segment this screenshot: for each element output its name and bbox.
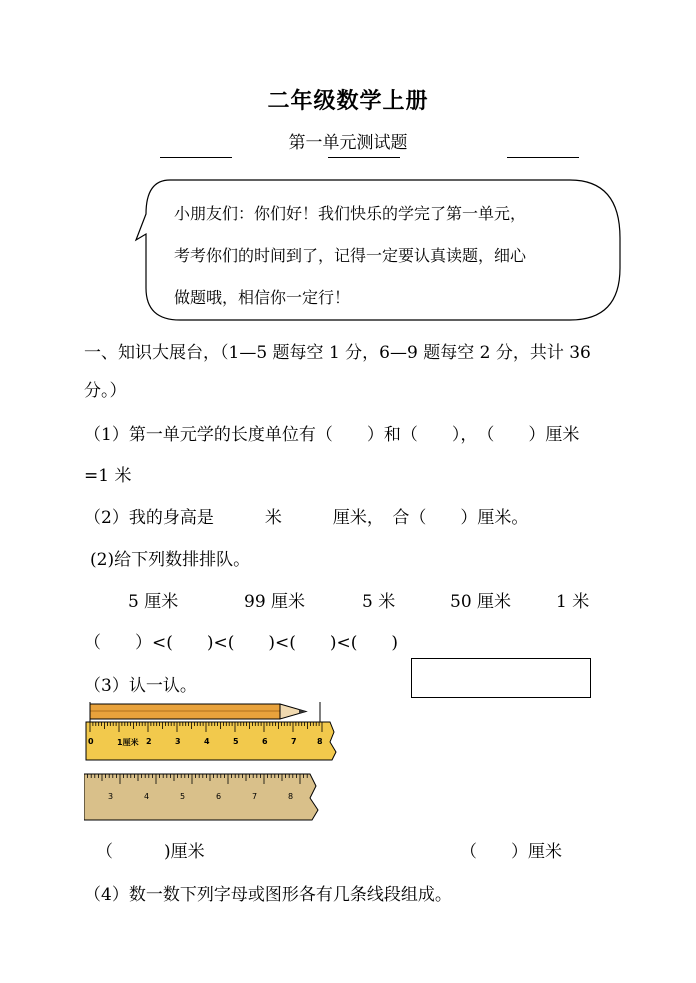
number-item: 1 米 <box>556 592 590 612</box>
number-item: 50 厘米 <box>450 592 512 612</box>
question-2b: (2)给下列数排排队。 <box>90 550 251 570</box>
ruler-label: 5 <box>233 737 239 746</box>
question-3: （3）认一认。 <box>84 676 197 696</box>
page-subtitle: 第一单元测试题 <box>288 133 408 153</box>
section-heading: 一、知识大展台，（1—5 题每空 1 分，6—9 题每空 2 分，共计 36 <box>84 343 591 363</box>
ruler-label: 1厘米 <box>117 738 139 747</box>
answer-right: （ ）厘米 <box>460 842 562 862</box>
number-item: 5 厘米 <box>128 592 179 612</box>
ruler-label: 4 <box>204 737 210 746</box>
ruler-1-labels <box>86 737 336 751</box>
answer-left: （ )厘米 <box>96 842 205 862</box>
ruler-label: 0 <box>88 737 94 746</box>
question-2: （2）我的身高是 米 厘米， 合（ ）厘米。 <box>84 508 529 528</box>
intro-line-2: 考考你们的时间到了，记得一定要认真读题，细心 <box>174 246 527 265</box>
ruler-with-pencil <box>84 702 342 762</box>
blank-line-score <box>507 157 579 158</box>
section-heading-cont: 分。） <box>84 381 127 401</box>
question-1-cont: =1 米 <box>84 466 132 486</box>
ruler-label: 8 <box>317 737 323 746</box>
ruler-label: 8 <box>288 792 294 801</box>
intro-line-3: 做题哦，相信你一定行！ <box>174 288 351 307</box>
ruler-label: 6 <box>262 737 268 746</box>
answer-box <box>411 658 591 698</box>
ruler-2-labels <box>84 792 324 806</box>
page-title: 二年级数学上册 <box>267 88 429 114</box>
ruler-label: 7 <box>252 792 258 801</box>
question-1: （1）第一单元学的长度单位有（ ）和（ ）， （ ）厘米 <box>84 425 580 445</box>
ruler-label: 2 <box>146 737 152 746</box>
number-item: 5 米 <box>362 592 396 612</box>
question-4: （4）数一数下列字母或图形各有几条线段组成。 <box>84 885 452 905</box>
ruler-label: 5 <box>180 792 186 801</box>
blank-line-name <box>328 157 400 158</box>
order-blanks: （ ）<( )<( )<( )<( ) <box>84 633 399 653</box>
ruler-label: 3 <box>108 792 114 801</box>
ruler-label: 4 <box>144 792 150 801</box>
ruler-label: 6 <box>216 792 222 801</box>
number-item: 99 厘米 <box>244 592 306 612</box>
ruler-label: 7 <box>291 737 297 746</box>
ruler-label: 3 <box>175 737 181 746</box>
blank-line-class <box>160 157 232 158</box>
intro-line-1: 小朋友们：你们好！我们快乐的学完了第一单元， <box>174 204 527 223</box>
